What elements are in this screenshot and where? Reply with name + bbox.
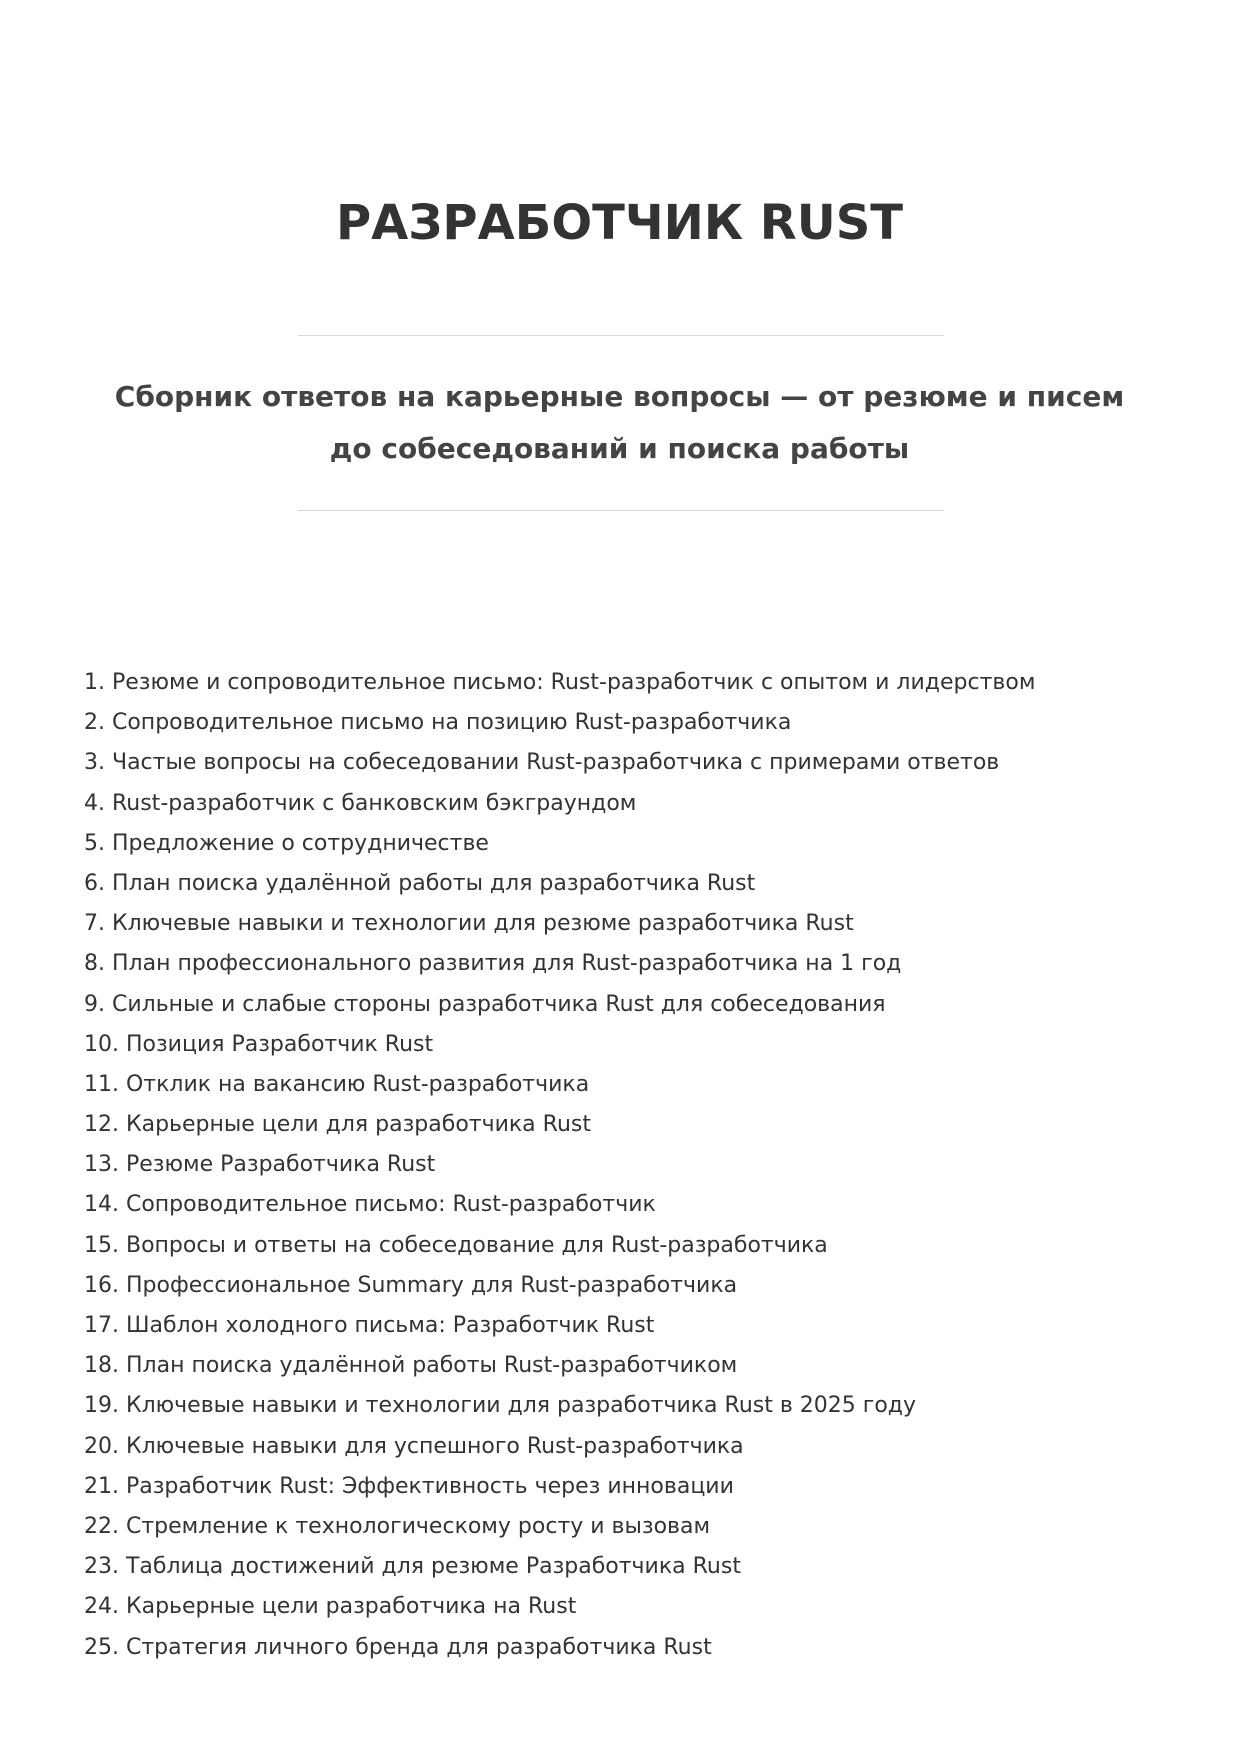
toc-item-25: 25. Стратегия личного бренда для разработчика Rust [84,1634,712,1660]
toc-item-24: 24. Карьерные цели разработчика на Rust [84,1594,577,1620]
toc-item-16: 16. Профессиональное Summary для Rust-разработчика [84,1272,738,1298]
toc-item-13: 13. Резюме Разработчика Rust [84,1152,436,1178]
toc-item-3: 3. Частые вопросы на собеседовании Rust-разработчика с примерами ответов [84,750,1000,776]
toc-item-18: 18. План поиска удалённой работы Rust-разработчиком [84,1353,738,1379]
toc-item-7: 7. Ключевые навыки и технологии для резюме разработчика Rust [84,911,854,937]
toc-item-4: 4. Rust-разработчик с банковским бэкграундом [84,790,637,816]
toc-item-17: 17. Шаблон холодного письма: Разработчик Rust [84,1313,655,1338]
toc-item-22: 22. Стремление к технологическому росту и вызовам [84,1513,711,1539]
divider-bottom [298,510,944,511]
page-subtitle: Сборник ответов на карьерные вопросы — от резюме и писем до собеседований и поиска работы [114,380,1125,465]
toc-item-21: 21. Разработчик Rust: Эффективность через инновации [84,1473,734,1499]
toc-item-19: 19. Ключевые навыки и технологии для разработчика Rust в 2025 году [84,1393,917,1419]
toc-item-5: 5. Предложение о сотрудничестве [84,830,489,856]
toc-item-23: 23. Таблица достижений для резюме Разработчика Rust [84,1554,741,1580]
toc-item-2: 2. Сопроводительное письмо на позицию Rust-разработчика [84,710,792,736]
toc-item-1: 1. Резюме и сопроводительное письмо: Rust-разработчик с опытом и лидерством [84,670,1036,695]
toc-item-11: 11. Отклик на вакансию Rust-разработчика [84,1071,590,1097]
toc-item-10: 10. Позиция Разработчик Rust [84,1031,434,1057]
page-title: РАЗРАБОТЧИК RUST [335,195,904,251]
toc-item-14: 14. Сопроводительное письмо: Rust-разработчик [84,1192,656,1218]
toc-item-9: 9. Сильные и слабые стороны разработчика Rust для собеседования [84,991,886,1017]
toc-item-15: 15. Вопросы и ответы на собеседование для Rust-разработчика [84,1232,828,1258]
toc-item-8: 8. План профессионального развития для Rust-разработчика на 1 год [84,951,902,977]
toc-item-20: 20. Ключевые навыки для успешного Rust-разработчика [84,1433,744,1459]
toc-item-12: 12. Карьерные цели для разработчика Rust [84,1112,591,1138]
table-of-contents [84,663,1164,1668]
toc-item-6: 6. План поиска удалённой работы для разработчика Rust [84,870,756,896]
divider-top [298,335,944,336]
